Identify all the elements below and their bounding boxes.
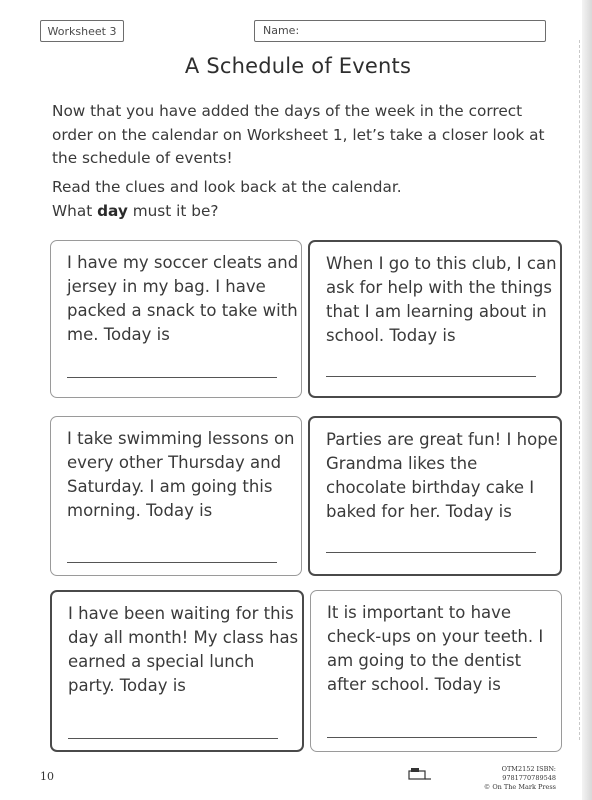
name-field[interactable] [254,20,546,42]
instructions-paragraph [52,176,562,223]
clue-card-4 [308,416,562,576]
clue-text: When I go to this club, I can ask for help with the things that I am learning about in school. Today is [326,254,557,345]
instructions-line-2-suffix: must it be? [127,201,219,220]
page-title: A Schedule of Events [184,54,412,78]
product-code-isbn: OTM2152 ISBN: 9781770789548 [501,765,556,782]
answer-line[interactable] [67,377,277,378]
clue-card-6 [310,590,562,752]
publisher-logo-icon [408,767,432,781]
page-binding-edge [582,0,592,800]
publisher-credit: © On The Mark Press [483,783,556,791]
instructions-line-1: Read the clues and look back at the calendar. [52,178,402,196]
publication-info [470,765,556,792]
clue-text: I take swimming lessons on every other Thursday and Saturday. I am going this morning. Today is [67,429,295,520]
page-number: 10 [40,770,54,783]
answer-line[interactable] [326,376,536,377]
clue-text: Parties are great fun! I hope Grandma likes the chocolate birthday cake I baked for her. Today is [326,430,558,521]
instructions-keyword: day [97,201,128,220]
instructions-line-2-prefix: What [52,201,98,220]
name-field-label: Name: [263,24,300,37]
clue-card-1 [50,240,302,398]
clue-text: It is important to have check-ups on your teeth. I am going to the dentist after school. Today is [327,603,544,694]
clue-text: I have my soccer cleats and jersey in my bag. I have packed a snack to take with me. Today is [67,253,299,344]
intro-paragraph: Now that you have added the days of the week in the correct order on the calendar on Worksheet 1, let’s take a closer look at the schedule of events! [52,102,545,167]
worksheet-number-label: Worksheet 3 [40,20,124,42]
perforation-line [578,40,580,740]
answer-line[interactable] [327,737,537,738]
clue-card-5 [50,590,304,752]
clue-card-3 [50,416,302,576]
answer-line[interactable] [68,738,278,739]
answer-line[interactable] [326,552,536,553]
answer-line[interactable] [67,562,277,563]
clue-card-2 [308,240,562,398]
clue-text: I have been waiting for this day all month! My class has earned a special lunch party. Today is [68,604,299,695]
